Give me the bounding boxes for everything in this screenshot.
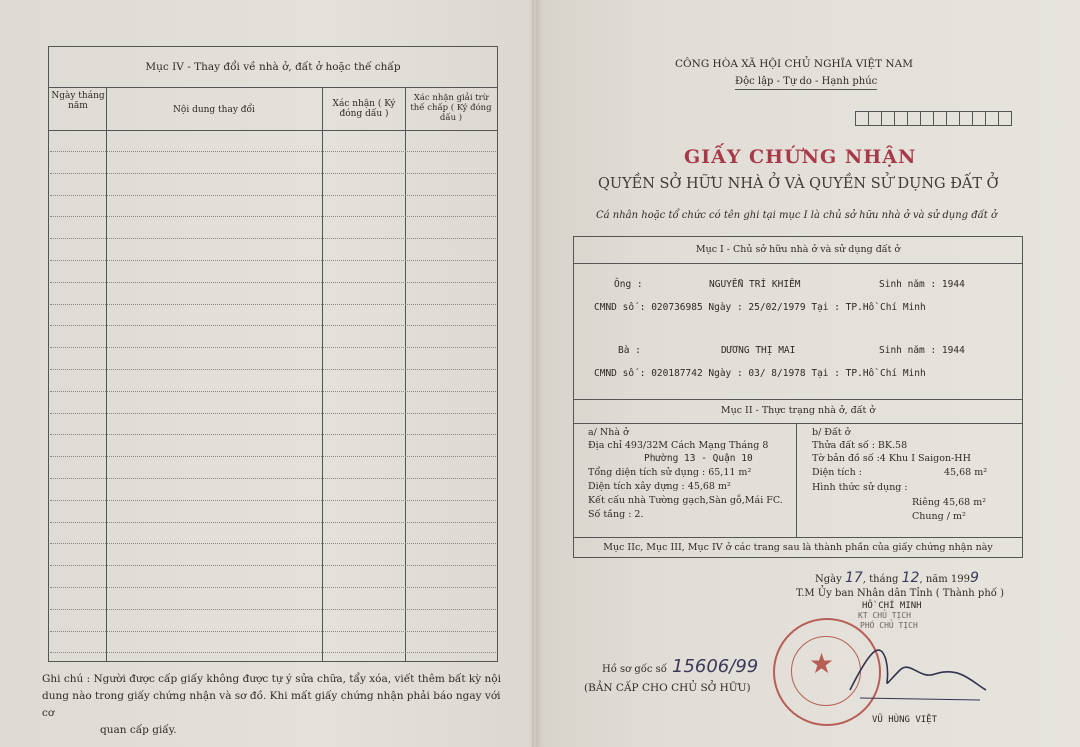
col-header-date: Ngày tháng năm: [51, 91, 105, 111]
house-heading: a/ Nhà ở: [588, 427, 629, 438]
footer-row: Mục IIc, Mục III, Mục IV ở các trang sau là thành phần của giấy chứng nhận này: [603, 542, 993, 553]
page-fold: [532, 0, 538, 747]
official-seal: ★: [773, 618, 881, 726]
role-kt: KT CHỦ TỊCH: [858, 611, 911, 620]
header-divider: [49, 130, 497, 131]
owner2-birth: Sinh năm : 1944: [879, 345, 965, 356]
row-guide-line: [50, 456, 496, 457]
date-day: 17: [844, 570, 863, 586]
signer-name: VŨ HÙNG VIỆT: [872, 715, 938, 725]
date-year-label: năm 199: [925, 574, 970, 585]
row-guide-line: [50, 216, 496, 217]
col-divider: [796, 423, 797, 537]
row-guide-line: [50, 652, 496, 653]
date-month-label: tháng: [869, 574, 899, 585]
row-guide-line: [50, 587, 496, 588]
row-guide-line: [50, 478, 496, 479]
row-guide-line: [50, 631, 496, 632]
row-divider: [574, 537, 1022, 538]
owner1-id: CMND số : 020736985 Ngày : 25/02/1979 Tại : TP.Hồ Chí Minh: [594, 302, 926, 313]
certificate-title: GIẤY CHỨNG NHẬN: [684, 146, 917, 168]
land-shared: Chung / m²: [912, 511, 966, 522]
land-heading: b/ Đất ở: [812, 427, 851, 438]
row-guide-line: [50, 195, 496, 196]
owner-table: [573, 236, 1023, 558]
owner2-label: Bà :: [618, 345, 641, 356]
motto: Độc lập - Tự do - Hạnh phúc: [735, 76, 877, 90]
date-prefix: Ngày: [815, 574, 842, 585]
note: [42, 671, 512, 739]
row-guide-line: [50, 500, 496, 501]
row-guide-line: [50, 391, 496, 392]
land-usage-label: Hình thức sử dụng :: [812, 482, 908, 493]
row-guide-line: [50, 282, 496, 283]
owner2-id: CMND số : 020187742 Ngày : 03/ 8/1978 Tại : TP.Hồ Chí Minh: [594, 368, 926, 379]
file-label: Hồ sơ gốc số: [602, 664, 667, 675]
owner2-name: DƯƠNG THỊ MAI: [721, 345, 796, 356]
land-private: Riêng 45,68 m²: [912, 497, 987, 508]
row-guide-line: [50, 260, 496, 261]
issued-to: (BẢN CẤP CHO CHỦ SỞ HỮU): [584, 682, 751, 694]
owner1-name: NGUYỄN TRÍ KHIÊM: [709, 279, 801, 290]
role-vice: PHÓ CHỦ TỊCH: [860, 621, 918, 630]
land-plot: Thửa đất số : BK.58: [812, 440, 908, 451]
issue-date: Ngày 17, tháng 12, năm 1999: [815, 570, 979, 586]
owner1-label: Ông :: [614, 279, 643, 290]
date-year-end: 9: [969, 570, 979, 586]
changes-table: [48, 46, 498, 662]
row-divider: [574, 423, 1022, 424]
house-floors: Số tầng : 2.: [588, 509, 644, 520]
land-map: Tờ bản đồ số :4 Khu I Saigon-HH: [812, 453, 971, 464]
intro-text: Cá nhân hoặc tổ chức có tên ghi tại mục I là chủ sở hữu nhà ở và sử dụng đất ở: [596, 210, 997, 221]
note-line-2: dung nào trong giấy chứng nhận và sơ đồ. Khi mất giấy chứng nhận phải báo ngay với cơ: [42, 690, 501, 719]
col-header-confirm: Xác nhận ( Ký đóng dấu ): [332, 99, 396, 119]
row-guide-line: [50, 151, 496, 152]
owner1-birth: Sinh năm : 1944: [879, 279, 965, 290]
file-number: 15606/99: [672, 656, 759, 677]
serial-boxes: [856, 111, 1012, 126]
row-guide-line: [50, 413, 496, 414]
row-guide-line: [50, 434, 496, 435]
date-month: 12: [901, 570, 920, 586]
row-guide-line: [50, 565, 496, 566]
row-guide-line: [50, 522, 496, 523]
row-guide-line: [50, 238, 496, 239]
row-guide-line: [50, 325, 496, 326]
house-total-area: Tổng diện tích sử dụng : 65,11 m²: [588, 467, 752, 478]
note-line-3: quan cấp giấy.: [100, 724, 177, 736]
section-iv-title: Mục IV - Thay đổi về nhà ở, đất ở hoặc thế chấp: [49, 47, 497, 88]
house-built-area: Diện tích xây dựng : 45,68 m²: [588, 481, 731, 492]
house-ward: Phường 13 - Quận 10: [644, 453, 753, 464]
city: HỒ CHÍ MINH: [862, 601, 922, 611]
row-guide-line: [50, 347, 496, 348]
certificate-subtitle: QUYỀN SỞ HỮU NHÀ Ở VÀ QUYỀN SỬ DỤNG ĐẤT Ở: [598, 176, 999, 192]
row-divider: [574, 263, 1022, 264]
row-guide-line: [50, 609, 496, 610]
land-area-label: Diện tích :: [812, 467, 862, 478]
section-i-title: Mục I - Chủ sở hữu nhà ở và sử dụng đất ở: [695, 244, 901, 255]
land-area-value: 45,68 m²: [944, 467, 988, 478]
house-address: Địa chỉ 493/32M Cách Mạng Tháng 8: [588, 440, 769, 451]
house-structure: Kết cấu nhà Tường gạch,Sàn gỗ,Mái FC.: [588, 495, 783, 506]
authority: T.M Ủy ban Nhân dân Tỉnh ( Thành phố ): [796, 588, 1004, 599]
national-title: CÔNG HÒA XÃ HỘI CHỦ NGHĨA VIỆT NAM: [675, 58, 913, 70]
signature: [840, 630, 990, 710]
row-guide-line: [50, 173, 496, 174]
col-header-release: Xác nhận giải trừ thế chấp ( Ký đóng dấu ): [410, 93, 492, 123]
col-header-content: Nội dung thay đổi: [173, 105, 255, 115]
row-guide-line: [50, 304, 496, 305]
section-ii-title: Mục II - Thực trạng nhà ở, đất ở: [720, 405, 876, 416]
row-guide-line: [50, 369, 496, 370]
note-line-1: Ghi chú : Người được cấp giấy không được tự ý sửa chữa, tẩy xóa, viết thêm bất kỳ nội: [42, 673, 501, 685]
row-guide-line: [50, 543, 496, 544]
row-divider: [574, 399, 1022, 400]
